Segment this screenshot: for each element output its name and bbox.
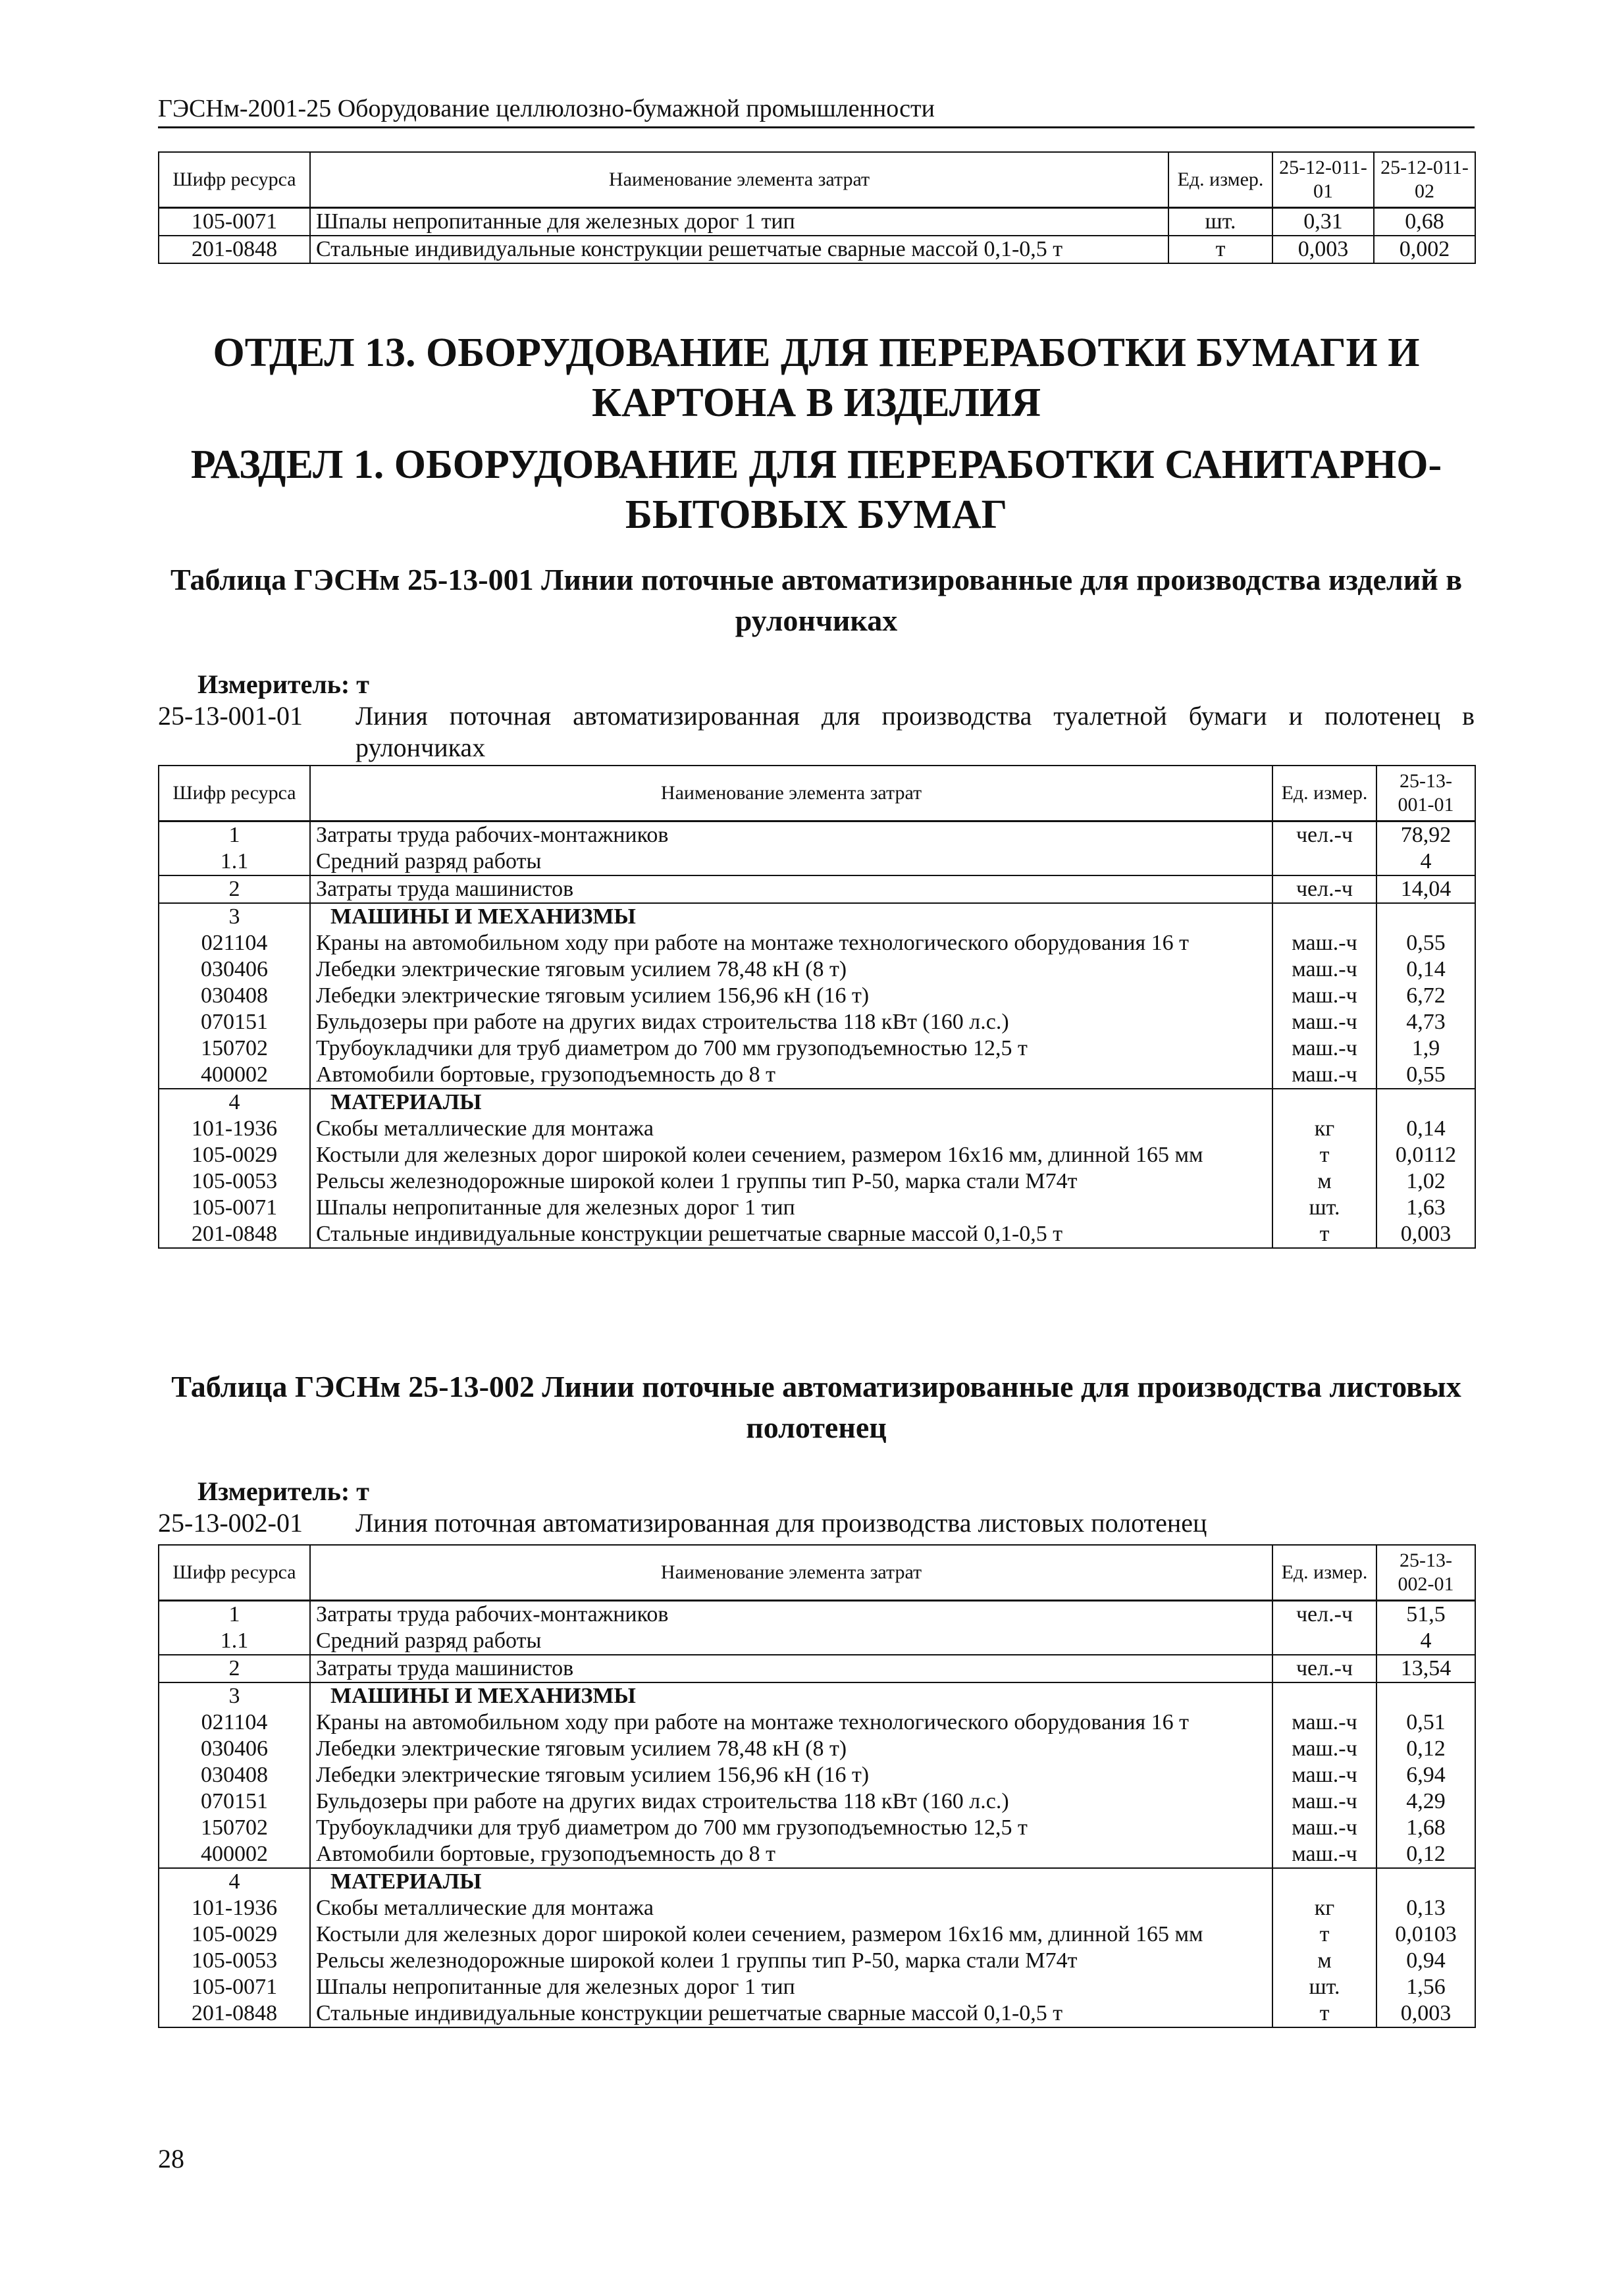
row-value: 0,13 (1376, 1895, 1475, 1921)
row-value: 4,29 (1376, 1788, 1475, 1815)
table1-entry-code: 25-13-001-01 (158, 701, 303, 731)
row-unit: чел.-ч (1272, 1655, 1376, 1682)
row-name: Автомобили бортовые, грузоподъемность до 8 т (310, 1062, 1272, 1089)
table2-entry-code: 25-13-002-01 (158, 1508, 303, 1538)
table-row (159, 821, 1475, 849)
header-unit: Ед. измер. (1272, 1545, 1376, 1601)
row-code: 201-0848 (159, 2000, 310, 2027)
table1-meter: Измеритель: т (197, 669, 369, 699)
row-code: 3 (159, 903, 310, 930)
table-row (159, 1062, 1475, 1089)
row-name: Бульдозеры при работе на других видах строительства 118 кВт (160 л.с.) (310, 1009, 1272, 1035)
table-row (159, 1762, 1475, 1788)
row-name: Краны на автомобильном ходу при работе на монтаже технологического оборудования 16 т (310, 1709, 1272, 1736)
row-name: Шпалы непропитанные для железных дорог 1 тип (310, 208, 1168, 236)
row-name: МАШИНЫ И МЕХАНИЗМЫ (310, 903, 1272, 930)
row-unit (1272, 1089, 1376, 1116)
row-code: 2 (159, 1655, 310, 1682)
table2-resources (158, 1544, 1476, 2028)
row-unit: кг (1272, 1895, 1376, 1921)
table-row (159, 1841, 1475, 1868)
table1-entry (158, 700, 1475, 764)
table-row (159, 1895, 1475, 1921)
row-value: 0,94 (1376, 1948, 1475, 1974)
row-value: 0,14 (1376, 956, 1475, 983)
row-value: 1,56 (1376, 1974, 1475, 2000)
header-code: Шифр ресурса (159, 152, 310, 208)
row-name: Шпалы непропитанные для железных дорог 1 тип (310, 1195, 1272, 1221)
header-unit: Ед. измер. (1272, 766, 1376, 821)
row-name: Костыли для железных дорог широкой колеи сечением, размером 16х16 мм, длинной 165 мм (310, 1142, 1272, 1168)
row-value: 0,14 (1376, 1116, 1475, 1142)
row-code: 105-0071 (159, 1195, 310, 1221)
row-name: Стальные индивидуальные конструкции решетчатые сварные массой 0,1-0,5 т (310, 2000, 1272, 2027)
table2-entry-text: Линия поточная автоматизированная для производства листовых полотенец (355, 1508, 1207, 1538)
table-row (159, 208, 1475, 236)
table-row (159, 1089, 1475, 1116)
row-code: 105-0029 (159, 1921, 310, 1948)
table-row (159, 1921, 1475, 1948)
header-unit: Ед. измер. (1168, 152, 1272, 208)
row-value: 4,73 (1376, 1009, 1475, 1035)
page-number: 28 (158, 2144, 184, 2174)
row-unit: маш.-ч (1272, 1841, 1376, 1868)
row-unit: шт. (1272, 1974, 1376, 2000)
row-code: 030406 (159, 1736, 310, 1762)
header-code: Шифр ресурса (159, 1545, 310, 1601)
table1-entry-text: Линия поточная автоматизированная для производства туалетной бумаги и полотенец в рулончиках (355, 701, 1475, 762)
row-value: 4 (1376, 1628, 1475, 1655)
table-row (159, 848, 1475, 875)
row-value: 0,0112 (1376, 1142, 1475, 1168)
row-unit: маш.-ч (1272, 983, 1376, 1009)
header-name: Наименование элемента затрат (310, 152, 1168, 208)
table-row (159, 1868, 1475, 1895)
row-value: 1,68 (1376, 1815, 1475, 1841)
table-row (159, 1142, 1475, 1168)
row-name: Рельсы железнодорожные широкой колеи 1 группы тип Р-50, марка стали М74т (310, 1168, 1272, 1195)
table-row (159, 875, 1475, 903)
row-value: 0,51 (1376, 1709, 1475, 1736)
row-unit: маш.-ч (1272, 1035, 1376, 1062)
row-name: Средний разряд работы (310, 1628, 1272, 1655)
running-header: ГЭСНм-2001-25 Оборудование целлюлозно-бумажной промышленности (158, 93, 1475, 128)
row-unit: т (1272, 1921, 1376, 1948)
row-code: 021104 (159, 930, 310, 956)
row-code: 105-0071 (159, 1974, 310, 2000)
row-name: Лебедки электрические тяговым усилием 78,48 кН (8 т) (310, 956, 1272, 983)
header-col-b: 25-12-011-02 (1374, 152, 1475, 208)
row-name: Автомобили бортовые, грузоподъемность до 8 т (310, 1841, 1272, 1868)
row-unit: маш.-ч (1272, 1709, 1376, 1736)
row-value: 1,9 (1376, 1035, 1475, 1062)
table-row (159, 930, 1475, 956)
table-row (159, 1628, 1475, 1655)
row-code: 2 (159, 875, 310, 903)
row-unit: маш.-ч (1272, 1788, 1376, 1815)
row-unit: кг (1272, 1116, 1376, 1142)
row-unit: шт. (1168, 208, 1272, 236)
division-title: ОТДЕЛ 13. ОБОРУДОВАНИЕ ДЛЯ ПЕРЕРАБОТКИ БУМАГИ И КАРТОНА В ИЗДЕЛИЯ (213, 330, 1420, 425)
row-unit: шт. (1272, 1195, 1376, 1221)
row-name: Скобы металлические для монтажа (310, 1116, 1272, 1142)
row-code: 105-0071 (159, 208, 310, 236)
row-name: Лебедки электрические тяговым усилием 78,48 кН (8 т) (310, 1736, 1272, 1762)
table-row (159, 956, 1475, 983)
row-value: 1,02 (1376, 1168, 1475, 1195)
row-code: 021104 (159, 1709, 310, 1736)
row-name: Бульдозеры при работе на других видах строительства 118 кВт (160 л.с.) (310, 1788, 1272, 1815)
row-unit (1272, 1682, 1376, 1709)
row-unit (1272, 903, 1376, 930)
row-unit: маш.-ч (1272, 1009, 1376, 1035)
header-name: Наименование элемента затрат (310, 1545, 1272, 1601)
row-value: 0,003 (1376, 1221, 1475, 1248)
header-code: Шифр ресурса (159, 766, 310, 821)
row-unit: чел.-ч (1272, 1601, 1376, 1628)
table-row (159, 1035, 1475, 1062)
row-code: 4 (159, 1089, 310, 1116)
row-value (1376, 1868, 1475, 1895)
row-name: Лебедки электрические тяговым усилием 156,96 кН (16 т) (310, 983, 1272, 1009)
row-code: 4 (159, 1868, 310, 1895)
row-code: 201-0848 (159, 1221, 310, 1248)
row-unit: маш.-ч (1272, 1736, 1376, 1762)
row-code: 400002 (159, 1062, 310, 1089)
row-value: 6,94 (1376, 1762, 1475, 1788)
row-code: 105-0053 (159, 1168, 310, 1195)
row-value: 6,72 (1376, 983, 1475, 1009)
row-value-b: 0,002 (1374, 236, 1475, 263)
row-code: 101-1936 (159, 1116, 310, 1142)
header-col: 25-13-001-01 (1376, 766, 1475, 821)
row-name: Скобы металлические для монтажа (310, 1895, 1272, 1921)
row-unit (1272, 1628, 1376, 1655)
row-code: 105-0053 (159, 1948, 310, 1974)
row-name: Средний разряд работы (310, 848, 1272, 875)
row-unit: маш.-ч (1272, 1762, 1376, 1788)
row-value: 0,55 (1376, 930, 1475, 956)
row-name: МАШИНЫ И МЕХАНИЗМЫ (310, 1682, 1272, 1709)
row-unit: маш.-ч (1272, 930, 1376, 956)
row-value: 14,04 (1376, 875, 1475, 903)
row-name: Затраты труда рабочих-монтажников (310, 1601, 1272, 1628)
row-code: 400002 (159, 1841, 310, 1868)
row-unit: м (1272, 1168, 1376, 1195)
row-code: 105-0029 (159, 1142, 310, 1168)
row-unit: маш.-ч (1272, 1815, 1376, 1841)
row-code: 101-1936 (159, 1895, 310, 1921)
row-value-b: 0,68 (1374, 208, 1475, 236)
row-value (1376, 1089, 1475, 1116)
row-unit: м (1272, 1948, 1376, 1974)
row-value: 1,63 (1376, 1195, 1475, 1221)
row-name: Лебедки электрические тяговым усилием 156,96 кН (16 т) (310, 1762, 1272, 1788)
row-unit: т (1272, 1142, 1376, 1168)
row-unit: чел.-ч (1272, 875, 1376, 903)
table-row (159, 2000, 1475, 2027)
row-unit: т (1168, 236, 1272, 263)
table-row (159, 1009, 1475, 1035)
row-name: Затраты труда рабочих-монтажников (310, 821, 1272, 849)
row-unit: т (1272, 1221, 1376, 1248)
row-code: 1.1 (159, 848, 310, 875)
row-value: 4 (1376, 848, 1475, 875)
table1-resources (158, 765, 1476, 1249)
row-value: 13,54 (1376, 1655, 1475, 1682)
row-unit: чел.-ч (1272, 821, 1376, 849)
row-code: 070151 (159, 1788, 310, 1815)
table-row (159, 1788, 1475, 1815)
row-unit (1272, 848, 1376, 875)
row-code: 030408 (159, 1762, 310, 1788)
top-resource-table (158, 151, 1476, 264)
row-value-a: 0,003 (1272, 236, 1374, 263)
row-value: 0,55 (1376, 1062, 1475, 1089)
row-unit (1272, 1868, 1376, 1895)
row-name: Шпалы непропитанные для железных дорог 1 тип (310, 1974, 1272, 2000)
table-row (159, 903, 1475, 930)
table-row (159, 1974, 1475, 2000)
row-unit: т (1272, 2000, 1376, 2027)
row-name: Трубоукладчики для труб диаметром до 700 мм грузоподъемностью 12,5 т (310, 1815, 1272, 1841)
row-code: 070151 (159, 1009, 310, 1035)
row-name: Трубоукладчики для труб диаметром до 700 мм грузоподъемностью 12,5 т (310, 1035, 1272, 1062)
row-name: Краны на автомобильном ходу при работе на монтаже технологического оборудования 16 т (310, 930, 1272, 956)
row-value: 0,12 (1376, 1736, 1475, 1762)
table-row (159, 983, 1475, 1009)
row-name: Стальные индивидуальные конструкции решетчатые сварные массой 0,1-0,5 т (310, 1221, 1272, 1248)
row-name: Затраты труда машинистов (310, 875, 1272, 903)
row-code: 030408 (159, 983, 310, 1009)
section-title: РАЗДЕЛ 1. ОБОРУДОВАНИЕ ДЛЯ ПЕРЕРАБОТКИ САНИТАРНО-БЫТОВЫХ БУМАГ (190, 442, 1442, 537)
row-name: МАТЕРИАЛЫ (310, 1868, 1272, 1895)
row-value: 78,92 (1376, 821, 1475, 849)
row-value: 0,0103 (1376, 1921, 1475, 1948)
table-row (159, 1682, 1475, 1709)
row-value: 51,5 (1376, 1601, 1475, 1628)
table-row (159, 1709, 1475, 1736)
table-row (159, 1948, 1475, 1974)
table-row (159, 1736, 1475, 1762)
row-value: 0,12 (1376, 1841, 1475, 1868)
table-row (159, 1168, 1475, 1195)
row-code: 150702 (159, 1815, 310, 1841)
header-name: Наименование элемента затрат (310, 766, 1272, 821)
table-row (159, 236, 1475, 263)
row-name: Затраты труда машинистов (310, 1655, 1272, 1682)
table2-entry (158, 1507, 1475, 1539)
row-name: Рельсы железнодорожные широкой колеи 1 группы тип Р-50, марка стали М74т (310, 1948, 1272, 1974)
header-col: 25-13-002-01 (1376, 1545, 1475, 1601)
table-row (159, 1195, 1475, 1221)
table-row (159, 1815, 1475, 1841)
row-name: Костыли для железных дорог широкой колеи сечением, размером 16х16 мм, длинной 165 мм (310, 1921, 1272, 1948)
row-code: 1.1 (159, 1628, 310, 1655)
table-row (159, 1116, 1475, 1142)
row-value-a: 0,31 (1272, 208, 1374, 236)
table-row (159, 1601, 1475, 1628)
row-code: 1 (159, 821, 310, 849)
row-code: 1 (159, 1601, 310, 1628)
row-code: 030406 (159, 956, 310, 983)
row-name: Стальные индивидуальные конструкции решетчатые сварные массой 0,1-0,5 т (310, 236, 1168, 263)
row-code: 3 (159, 1682, 310, 1709)
row-value: 0,003 (1376, 2000, 1475, 2027)
row-unit: маш.-ч (1272, 1062, 1376, 1089)
table-row (159, 1221, 1475, 1248)
row-value (1376, 1682, 1475, 1709)
table1-title: Таблица ГЭСНм 25-13-001 Линии поточные автоматизированные для производства изделий в рулончиках (170, 563, 1463, 637)
header-col-a: 25-12-011-01 (1272, 152, 1374, 208)
row-code: 150702 (159, 1035, 310, 1062)
table-row (159, 1655, 1475, 1682)
row-name: МАТЕРИАЛЫ (310, 1089, 1272, 1116)
table2-title: Таблица ГЭСНм 25-13-002 Линии поточные автоматизированные для производства листовых полотенец (171, 1370, 1461, 1444)
row-code: 201-0848 (159, 236, 310, 263)
table2-meter: Измеритель: т (197, 1476, 369, 1506)
row-value (1376, 903, 1475, 930)
row-unit: маш.-ч (1272, 956, 1376, 983)
